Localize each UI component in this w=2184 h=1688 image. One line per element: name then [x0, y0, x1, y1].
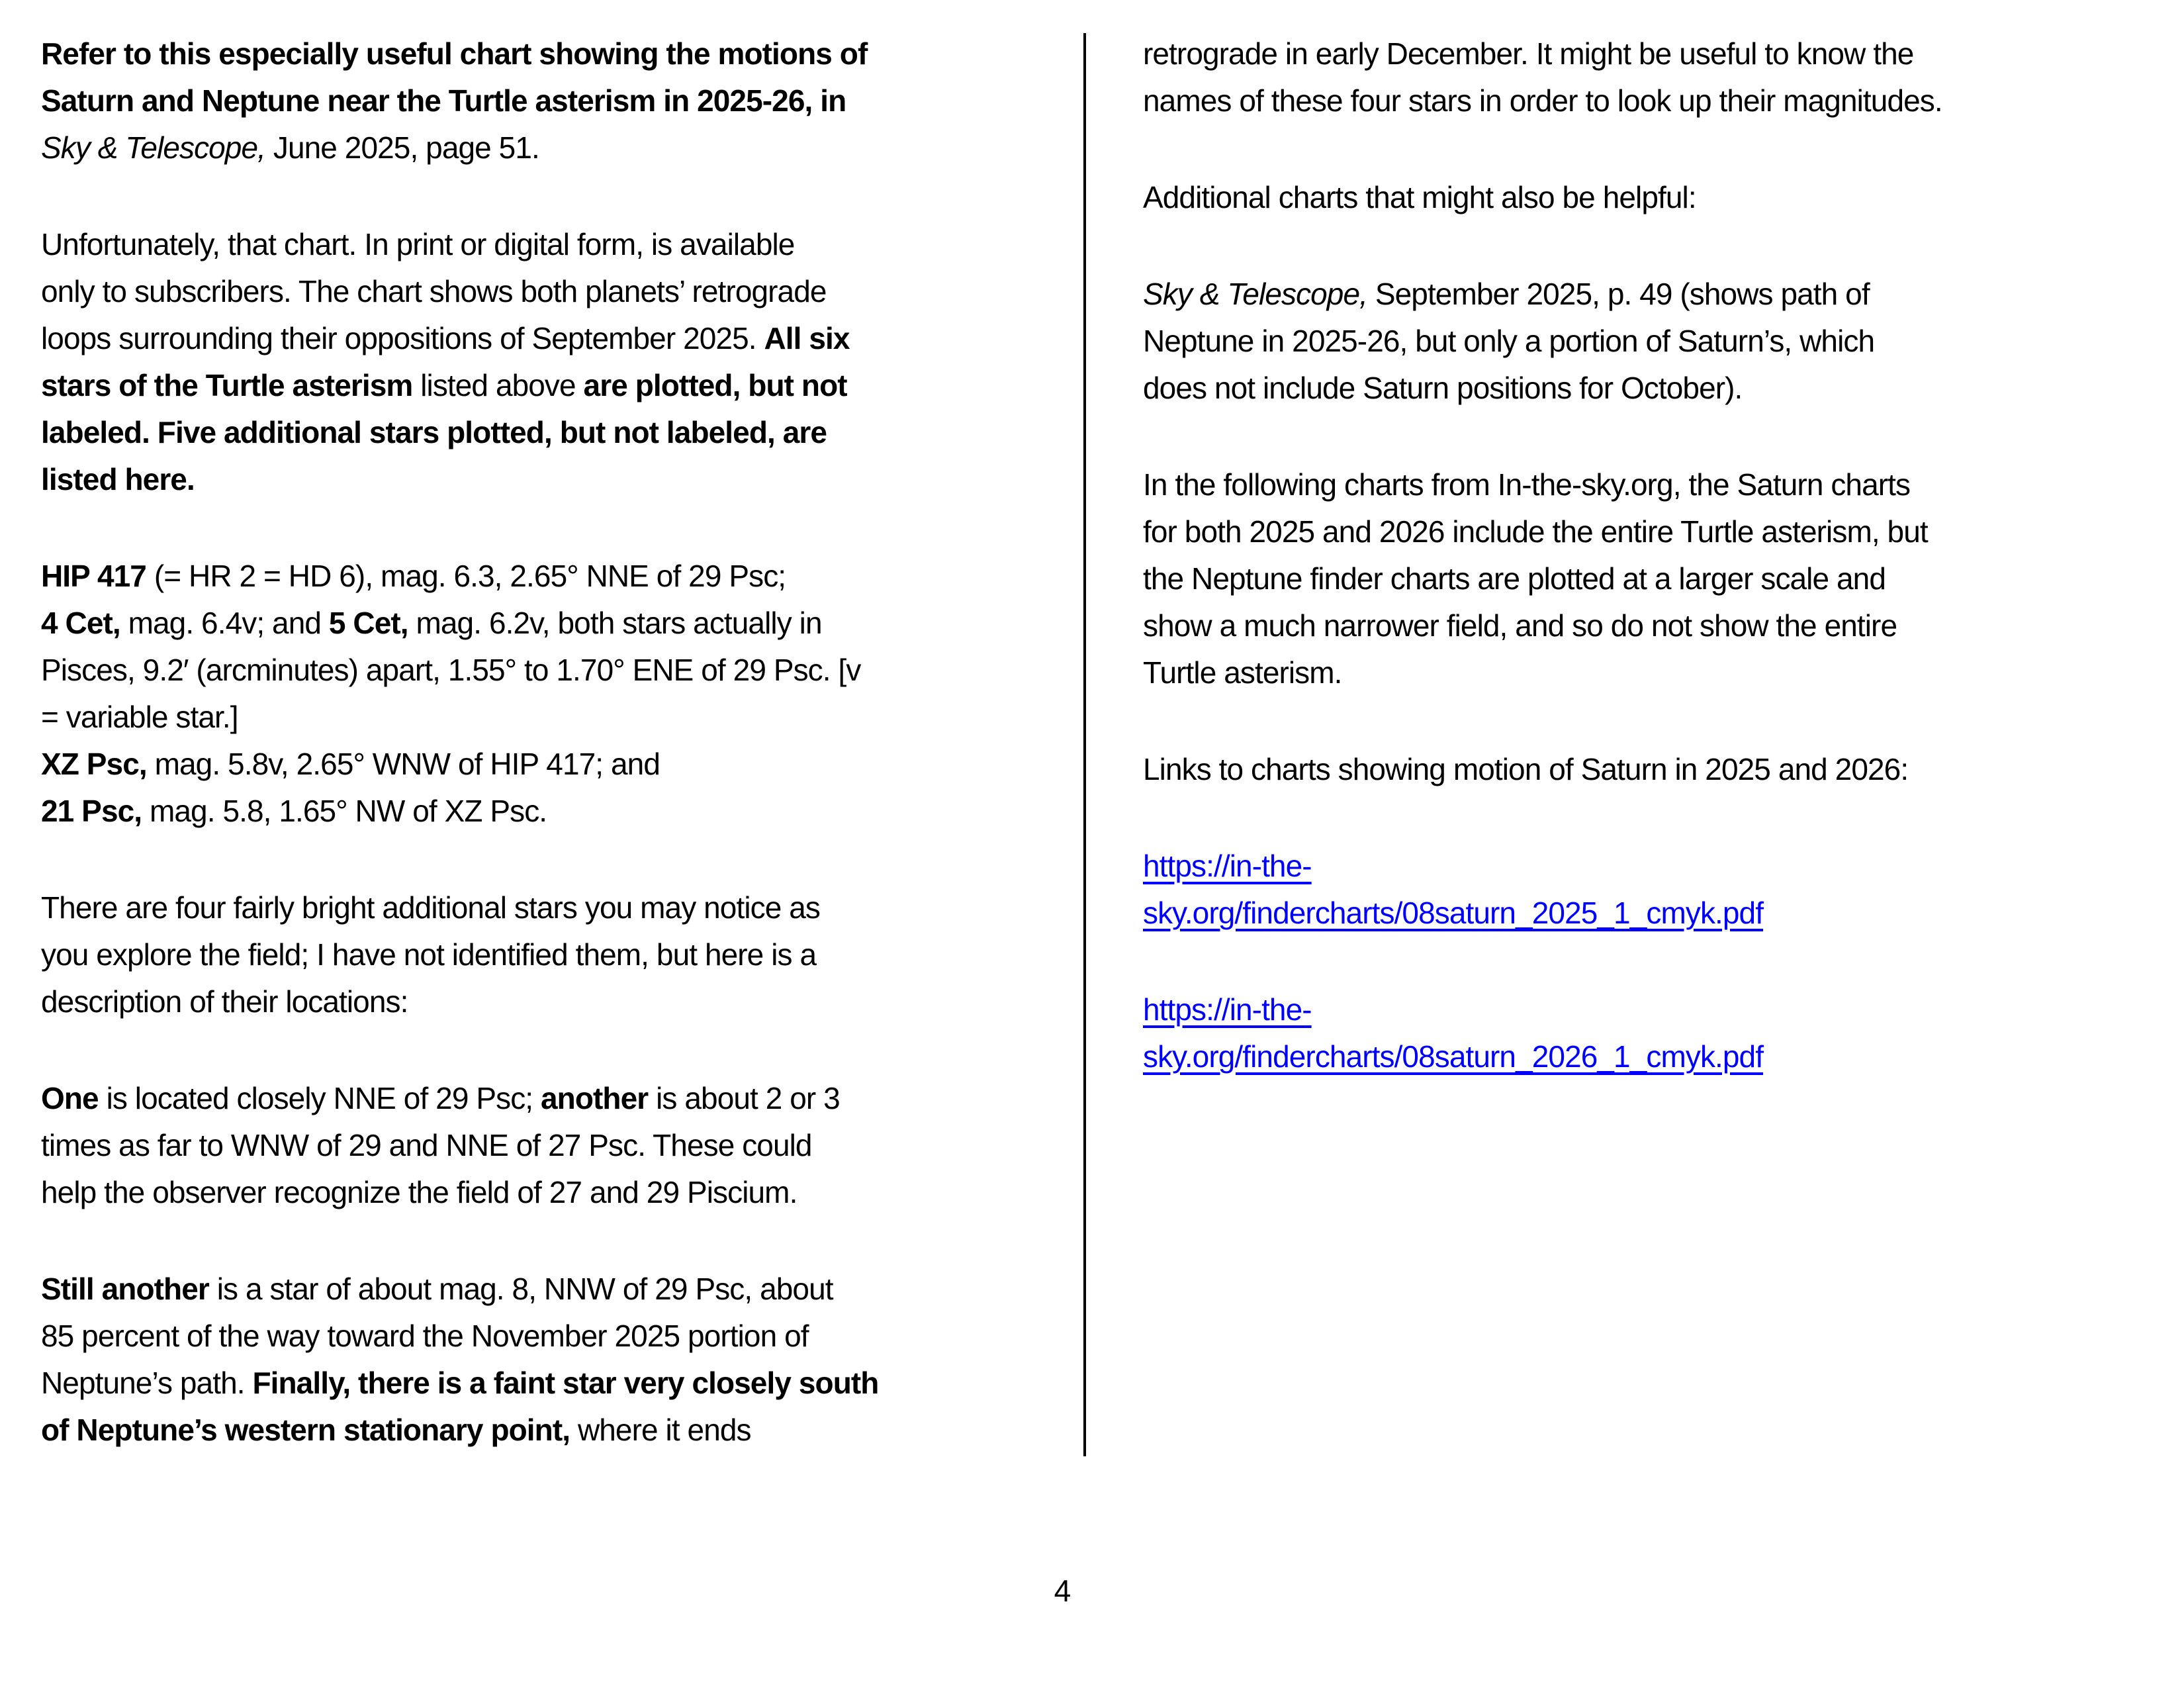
text-run-magazine-title: Sky & Telescope,: [41, 130, 273, 165]
paragraph-link-saturn-2026: [1143, 986, 2175, 1080]
text-line: [1143, 174, 2175, 221]
text-run: In the following charts from In-the-sky.org, the Saturn charts: [1143, 467, 1911, 502]
text-run: Saturn and Neptune near the Turtle asterism in 2025-26, in: [41, 83, 846, 118]
paragraph-chart-reference: [41, 30, 1073, 171]
text-run: Finally, there is a faint star very closely south: [252, 1366, 879, 1400]
text-run: Additional charts that might also be helpful:: [1143, 180, 1696, 214]
text-run: Links to charts showing motion of Saturn in 2025 and 2026:: [1143, 752, 1909, 786]
text-line: [41, 884, 1073, 931]
paragraph-star-locations-2: [41, 1266, 1073, 1454]
saturn-2025-chart-link[interactable]: [1143, 843, 2175, 937]
text-run: of Neptune’s western stationary point,: [41, 1413, 578, 1447]
text-run: mag. 5.8, 1.65° NW of XZ Psc.: [150, 794, 547, 828]
column-divider: [1083, 33, 1086, 1456]
link-text-line[interactable]: sky.org/findercharts/08saturn_2026_1_cmyk.pdf: [1143, 1039, 1764, 1074]
text-line: [41, 1407, 1073, 1454]
paragraph-star-list: [41, 553, 1073, 835]
paragraph-sky-telescope-september: [1143, 271, 2175, 412]
text-line: [41, 1266, 1073, 1313]
text-line: [1143, 649, 2175, 696]
text-run: Refer to this especially useful chart showing the motions of: [41, 36, 868, 71]
link-text-line[interactable]: sky.org/findercharts/08saturn_2025_1_cmyk.pdf: [1143, 896, 1764, 930]
text-run: Still another: [41, 1272, 217, 1306]
paragraph-additional-stars-intro: [41, 884, 1073, 1025]
text-run: All six: [764, 321, 850, 355]
text-run: Unfortunately, that chart. In print or digital form, is available: [41, 227, 795, 261]
text-line: [41, 741, 1073, 788]
text-line: [41, 553, 1073, 600]
text-run: times as far to WNW of 29 and NNE of 27 Psc. These could: [41, 1128, 812, 1162]
text-run-star-name: 5 Cet,: [328, 606, 416, 640]
text-line: [41, 647, 1073, 694]
text-run: names of these four stars in order to look up their magnitudes.: [1143, 83, 1942, 118]
text-run: mag. 5.8v, 2.65° WNW of HIP 417; and: [154, 747, 660, 781]
text-line: [41, 1313, 1073, 1360]
text-run: Neptune’s path.: [41, 1366, 253, 1400]
paragraph-additional-charts-heading: [1143, 174, 2175, 221]
text-run: is located closely NNE of 29 Psc;: [106, 1081, 541, 1115]
text-run: Neptune in 2025-26, but only a portion of Saturn’s, which: [1143, 324, 1875, 358]
text-line: [41, 600, 1073, 647]
text-line: [1143, 77, 2175, 124]
text-run-star-name: 4 Cet,: [41, 606, 128, 640]
text-line: [1143, 508, 2175, 555]
saturn-2026-chart-link[interactable]: [1143, 986, 2175, 1080]
text-run: mag. 6.4v; and: [128, 606, 329, 640]
text-line: [41, 1075, 1073, 1122]
text-run: only to subscribers. The chart shows both planets’ retrograde: [41, 274, 827, 308]
text-run: stars of the Turtle asterism: [41, 368, 421, 402]
text-run: Turtle asterism.: [1143, 655, 1342, 690]
text-run: listed here.: [41, 462, 195, 496]
paragraph-in-the-sky-charts: [1143, 461, 2175, 696]
text-line: [41, 409, 1073, 456]
text-run: is a star of about mag. 8, NNW of 29 Psc, about: [216, 1272, 833, 1306]
text-line: [1143, 30, 2175, 77]
text-run-star-name: 21 Psc,: [41, 794, 150, 828]
paragraph-star-locations-1: [41, 1075, 1073, 1216]
text-run: the Neptune finder charts are plotted at a larger scale and: [1143, 561, 1886, 596]
link-text-line[interactable]: https://in-the-: [1143, 992, 1312, 1027]
text-line: [41, 268, 1073, 315]
text-run: show a much narrower field, and so do not show the entire: [1143, 608, 1897, 643]
text-line: [41, 1360, 1073, 1407]
paragraph-availability: [41, 221, 1073, 503]
text-line: [1143, 318, 2175, 365]
text-run-magazine-title: Sky & Telescope,: [1143, 277, 1375, 311]
text-run: labeled. Five additional stars plotted, but not labeled, are: [41, 415, 827, 449]
text-line: [41, 124, 1073, 171]
text-run: is about 2 or 3: [656, 1081, 840, 1115]
text-line: [1143, 271, 2175, 318]
text-line: [1143, 365, 2175, 412]
text-line: [41, 1169, 1073, 1216]
text-run: 85 percent of the way toward the November 2025 portion of: [41, 1319, 809, 1353]
text-line: [1143, 602, 2175, 649]
text-line: [41, 30, 1073, 77]
paragraph-retrograde-continuation: [1143, 30, 2175, 124]
right-column: [1143, 30, 2175, 1130]
text-run: for both 2025 and 2026 include the entire Turtle asterism, but: [1143, 514, 1928, 549]
left-column: [41, 30, 1073, 1503]
text-run: retrograde in early December. It might be useful to know the: [1143, 36, 1914, 71]
text-line: [41, 315, 1073, 362]
page-footer: [0, 1568, 2124, 1615]
text-line: [41, 1122, 1073, 1169]
text-run: are plotted, but not: [583, 368, 847, 402]
text-line: [41, 931, 1073, 978]
text-run: listed above: [420, 368, 584, 402]
text-run: One: [41, 1081, 107, 1115]
text-run: Pisces, 9.2′ (arcminutes) apart, 1.55° to 1.70° ENE of 29 Psc. [v: [41, 653, 861, 687]
text-run-star-name: HIP 417: [41, 559, 154, 593]
text-run: loops surrounding their oppositions of September 2025.: [41, 321, 764, 355]
page-number: 4: [1054, 1573, 1071, 1608]
text-run: September 2025, p. 49 (shows path of: [1375, 277, 1870, 311]
text-line: [41, 456, 1073, 503]
text-line: [1143, 461, 2175, 508]
text-line: [1143, 746, 2175, 793]
text-run: mag. 6.2v, both stars actually in: [416, 606, 822, 640]
text-line: [41, 362, 1073, 409]
text-run: description of their locations:: [41, 984, 408, 1019]
text-line: [1143, 555, 2175, 602]
text-run: another: [541, 1081, 657, 1115]
text-run: you explore the field; I have not identified them, but here is a: [41, 937, 817, 972]
text-line: [41, 221, 1073, 268]
paragraph-link-saturn-2025: [1143, 843, 2175, 937]
text-line: [41, 788, 1073, 835]
text-run: help the observer recognize the field of 27 and 29 Piscium.: [41, 1175, 797, 1209]
text-line: [41, 978, 1073, 1025]
text-run: (= HR 2 = HD 6), mag. 6.3, 2.65° NNE of 29 Psc;: [154, 559, 786, 593]
text-run-star-name: XZ Psc,: [41, 747, 155, 781]
text-run: = variable star.]: [41, 700, 238, 734]
text-line: [41, 694, 1073, 741]
text-run: June 2025, page 51.: [273, 130, 539, 165]
text-run: where it ends: [577, 1413, 751, 1447]
link-text-line[interactable]: https://in-the-: [1143, 849, 1312, 883]
paragraph-links-intro: [1143, 746, 2175, 793]
text-run: There are four fairly bright additional stars you may notice as: [41, 890, 820, 925]
text-line: [41, 77, 1073, 124]
text-run: does not include Saturn positions for October).: [1143, 371, 1743, 405]
